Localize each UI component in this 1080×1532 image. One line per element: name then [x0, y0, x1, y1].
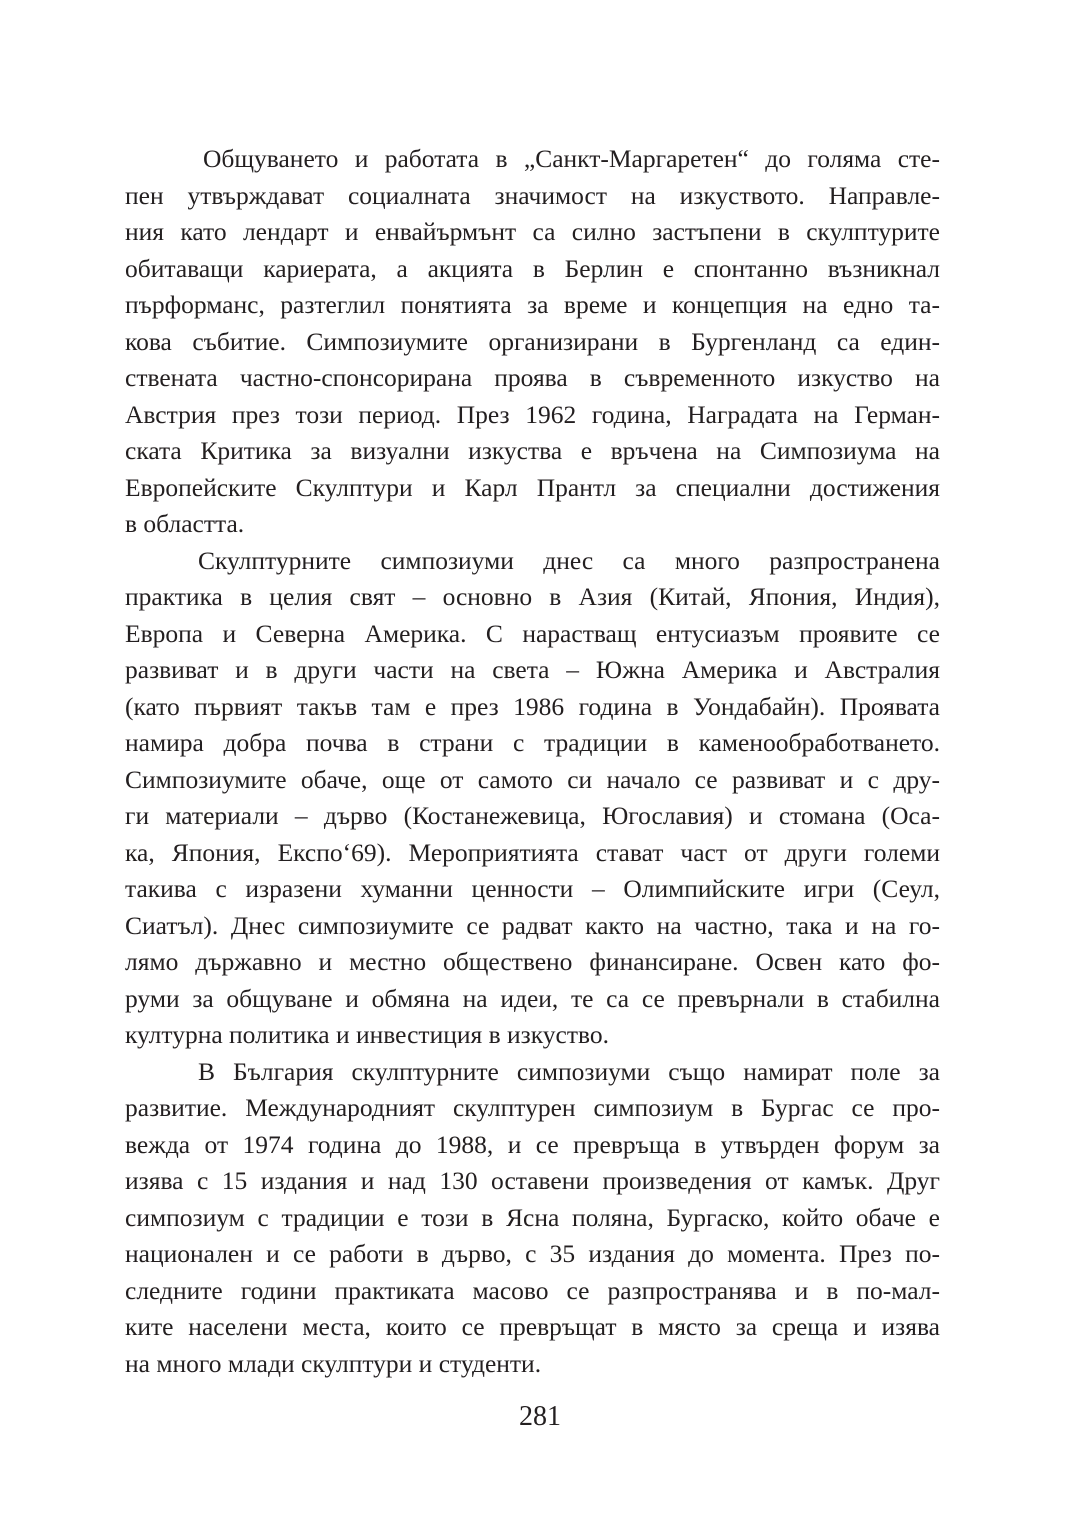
- text-line: изява с 15 издания и над 130 оставени произведения от камък. Друг: [125, 1166, 940, 1195]
- text-line: Европейските Скулптури и Карл Прантл за специални достижения: [125, 472, 940, 502]
- text-line: такива с изразени хуманни ценности – Олимпийските игри (Сеул,: [125, 874, 940, 903]
- text-line: на много млади скулптури и студенти.: [125, 1348, 542, 1378]
- text-line: Симпозиумите обаче, още от самото си начало се развиват и с дру-: [125, 764, 940, 794]
- text-line: развитие. Международният скулптурен симпозиум в Бургас се про-: [125, 1093, 940, 1122]
- text-line: симпозиум с традиции е този в Ясна поляна, Бургаско, който обаче е: [125, 1202, 940, 1232]
- text-line: ствената частно-спонсорирана проява в съвременното изкуство на: [125, 363, 940, 392]
- text-line: (като първият такъв там е през 1986 година в Уондабайн). Проявата: [125, 691, 940, 721]
- text-line: пърформанс, разтеглил понятията за време и концепция на едно та-: [125, 290, 940, 319]
- text-line: развиват и в други части на света – Южна Америка и Австралия: [125, 655, 940, 684]
- text-line: ги материали – дърво (Костанежевица, Югославия) и стомана (Оса-: [125, 801, 940, 830]
- text-line: Общуването и работата в „Санкт-Маргаретен“ до голяма сте-: [203, 144, 940, 173]
- text-line: културна политика и инвестиция в изкуство.: [125, 1020, 609, 1049]
- text-line: руми за общуване и обмяна на идеи, те са се превърнали в стабилна: [125, 983, 940, 1013]
- text-line: ската Критика за визуални изкуства е връчена на Симпозиума на: [125, 436, 940, 465]
- text-line: Австрия през този период. През 1962 година, Наградата на Герман-: [125, 399, 940, 429]
- text-line: практика в целия свят – основно в Азия (Китай, Япония, Индия),: [125, 582, 940, 611]
- text-line: обитаващи кариерата, а акцията в Берлин е спонтанно възникнал: [125, 253, 940, 283]
- text-line: ките населени места, които се превръщат в място за среща и изява: [125, 1312, 940, 1341]
- body-text: [125, 141, 940, 1382]
- text-line: пен утвърждават социалната значимост на изкуството. Направле-: [125, 180, 940, 210]
- text-line: намира добра почва в страни с традиции в каменообработването.: [125, 728, 940, 757]
- page-number: 281: [519, 1401, 561, 1432]
- text-line: кова събитие. Симпозиумите организирани в Бургенланд са един-: [125, 326, 940, 356]
- text-line: национален и се работи в дърво, с 35 издания до момента. През по-: [125, 1239, 940, 1268]
- text-line: лямо държавно и местно обществено финансиране. Освен като фо-: [125, 947, 940, 976]
- text-line: В България скулптурните симпозиуми също намират поле за: [198, 1056, 940, 1086]
- text-line: Сиатъл). Днес симпозиумите се радват както на частно, така и на го-: [125, 910, 940, 940]
- text-line: следните години практиката масово се разпространява и в по-мал-: [125, 1275, 940, 1305]
- text-line: ния като лендарт и енвайърмънт са силно застъпени в скулптурите: [125, 217, 940, 246]
- text-line: ка, Япония, Експо‘69). Мероприятията стават част от други големи: [125, 837, 940, 867]
- text-line: в областта.: [125, 509, 245, 538]
- text-line: Европа и Северна Америка. С нарастващ ентусиазъм проявите се: [125, 618, 940, 648]
- text-line: Скулптурните симпозиуми днес са много разпространена: [198, 545, 940, 575]
- text-line: вежда от 1974 година до 1988, и се превръща в утвърден форум за: [125, 1129, 940, 1159]
